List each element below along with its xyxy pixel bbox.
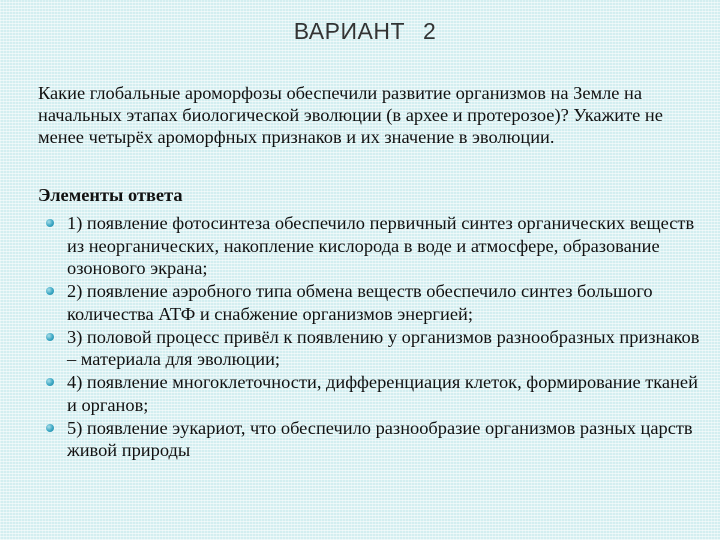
bullet-icon <box>46 219 54 227</box>
bullet-icon <box>46 378 54 386</box>
answer-item <box>42 326 702 371</box>
question-text: Какие глобальные ароморфозы обеспечили развитие организмов на Земле на начальных этапах биологической эволюции (в архее и протерозое)? Укажите не менее четырёх ароморфных признаков и их значение в эволюции. <box>38 83 663 147</box>
answer-item <box>42 371 702 416</box>
bullet-icon <box>46 287 54 295</box>
answer-item-text: 5) появление эукариот, что обеспечило разнообразие организмов разных царств живой природы <box>67 417 693 460</box>
bullet-icon <box>46 333 54 341</box>
answer-item-text: 4) появление многоклеточности, дифференциация клеток, формирование тканей и органов; <box>67 372 698 415</box>
answer-heading: Элементы ответа <box>38 185 183 205</box>
answer-item <box>42 212 702 280</box>
answer-item <box>42 417 702 462</box>
answer-item <box>42 280 702 325</box>
title-number: 2 <box>423 18 437 44</box>
title-word: ВАРИАНТ <box>293 18 405 44</box>
slide-title <box>0 18 720 45</box>
answer-item-text: 1) появление фотосинтеза обеспечило первичный синтез органических веществ из неорганических, накопление кислорода в воде и атмосфере, образование озонового экрана; <box>67 213 695 278</box>
bullet-icon <box>46 424 54 432</box>
answer-item-text: 3) половой процесс привёл к появлению у организмов разнообразных признаков – материала для эволюции; <box>67 326 700 369</box>
answer-item-text: 2) появление аэробного типа обмена веществ обеспечило синтез большого количества АТФ и снабжение организмов энергией; <box>67 281 653 324</box>
answer-list <box>42 212 702 462</box>
